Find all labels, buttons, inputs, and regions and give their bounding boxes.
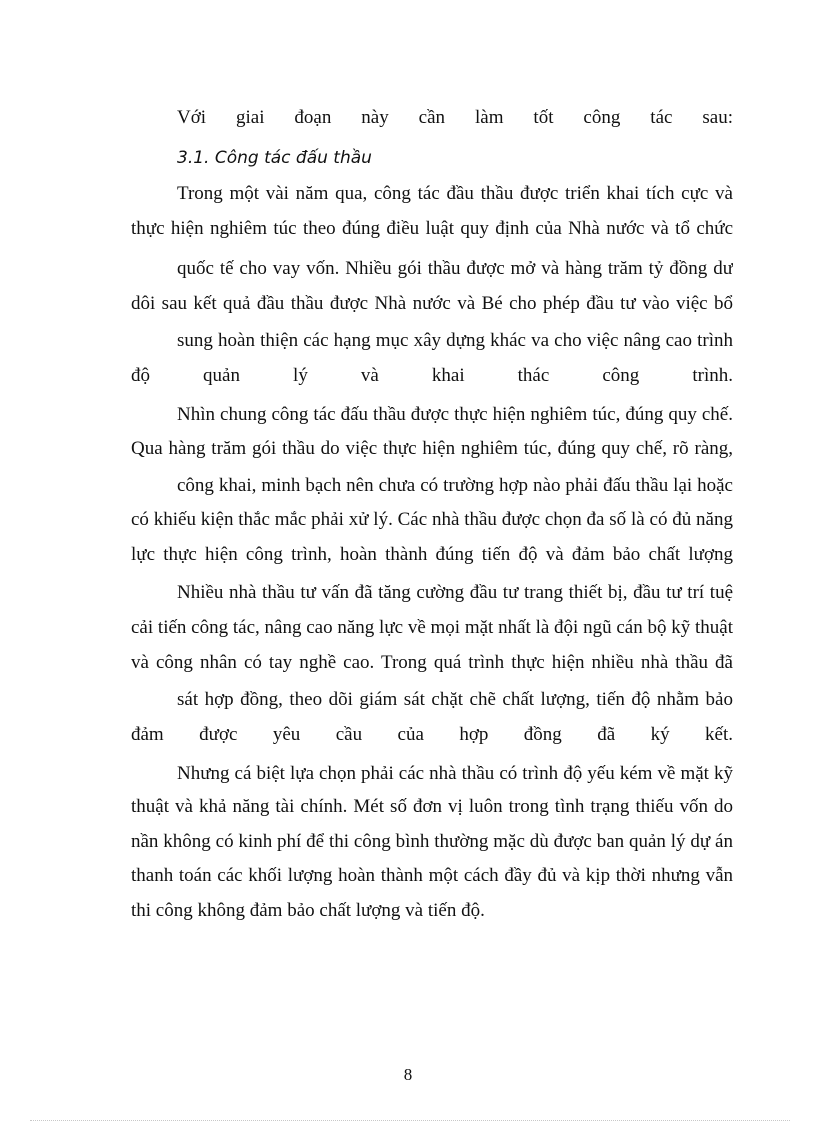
body-text-line: quốc tế cho vay vốn. Nhiều gói thầu được mở và hàng trăm tỷ đồng dư	[177, 258, 733, 279]
body-text-line: Nhìn chung công tác đấu thầu được thực hiện nghiêm túc, đúng quy chế.	[177, 404, 733, 425]
body-text-line: lực thực hiện công trình, hoàn thành đúng tiến độ và đảm bảo chất lượng	[131, 544, 733, 565]
body-text-line: thực hiện nghiêm túc theo đúng điều luật quy định của Nhà nước và tổ chức	[131, 218, 733, 239]
body-text-line: sát hợp đồng, theo dõi giám sát chặt chẽ chất lượng, tiến độ nhằm bảo	[177, 689, 733, 710]
body-text-line: thi công không đảm bảo chất lượng và tiến độ.	[131, 900, 485, 921]
intro-line: Với giai đoạn này cần làm tốt công tác sau:	[177, 107, 733, 128]
section-heading: 3.1. Công tác đấu thầu	[177, 148, 372, 168]
body-text-line: thanh toán các khối lượng hoàn thành một cách đầy đủ và kịp thời nhưng vẫn	[131, 865, 733, 886]
footer-divider	[30, 1120, 790, 1121]
body-text-line: Nhiều nhà thầu tư vấn đã tăng cường đầu tư trang thiết bị, đầu tư trí tuệ	[177, 582, 733, 603]
body-text-line: dôi sau kết quả đầu thầu được Nhà nước và Bé cho phép đầu tư vào việc bổ	[131, 293, 733, 314]
body-text-line: thuật và khả năng tài chính. Mét số đơn vị luôn trong tình trạng thiếu vốn do	[131, 796, 733, 817]
body-text-line: công khai, minh bạch nên chưa có trường hợp nào phải đấu thầu lại hoặc	[177, 475, 733, 496]
page-number: 8	[403, 1065, 413, 1084]
body-text-line: nần không có kinh phí để thi công bình thường mặc dù được ban quản lý dự án	[131, 831, 733, 852]
body-text-line: có khiếu kiện thắc mắc phải xử lý. Các nhà thầu được chọn đa số là có đủ năng	[131, 509, 733, 530]
body-text-line: Trong một vài năm qua, công tác đầu thầu được triển khai tích cực và	[177, 183, 733, 204]
body-text-line: cải tiến công tác, nâng cao năng lực về mọi mặt nhất là đội ngũ cán bộ kỹ thuật	[131, 617, 733, 638]
body-text-line: độ quản lý và khai thác công trình.	[131, 365, 733, 386]
body-text-line: Nhưng cá biệt lựa chọn phải các nhà thầu có trình độ yếu kém về mặt kỹ	[177, 763, 733, 784]
body-text-line: và công nhân có tay nghề cao. Trong quá trình thực hiện nhiều nhà thầu đã	[131, 652, 733, 673]
body-text-line: Qua hàng trăm gói thầu do việc thực hiện nghiêm túc, đúng quy chế, rõ ràng,	[131, 438, 733, 459]
body-text-line: sung hoàn thiện các hạng mục xây dựng khác va cho việc nâng cao trình	[177, 330, 733, 351]
body-text-line: đảm được yêu cầu của hợp đồng đã ký kết.	[131, 724, 733, 745]
